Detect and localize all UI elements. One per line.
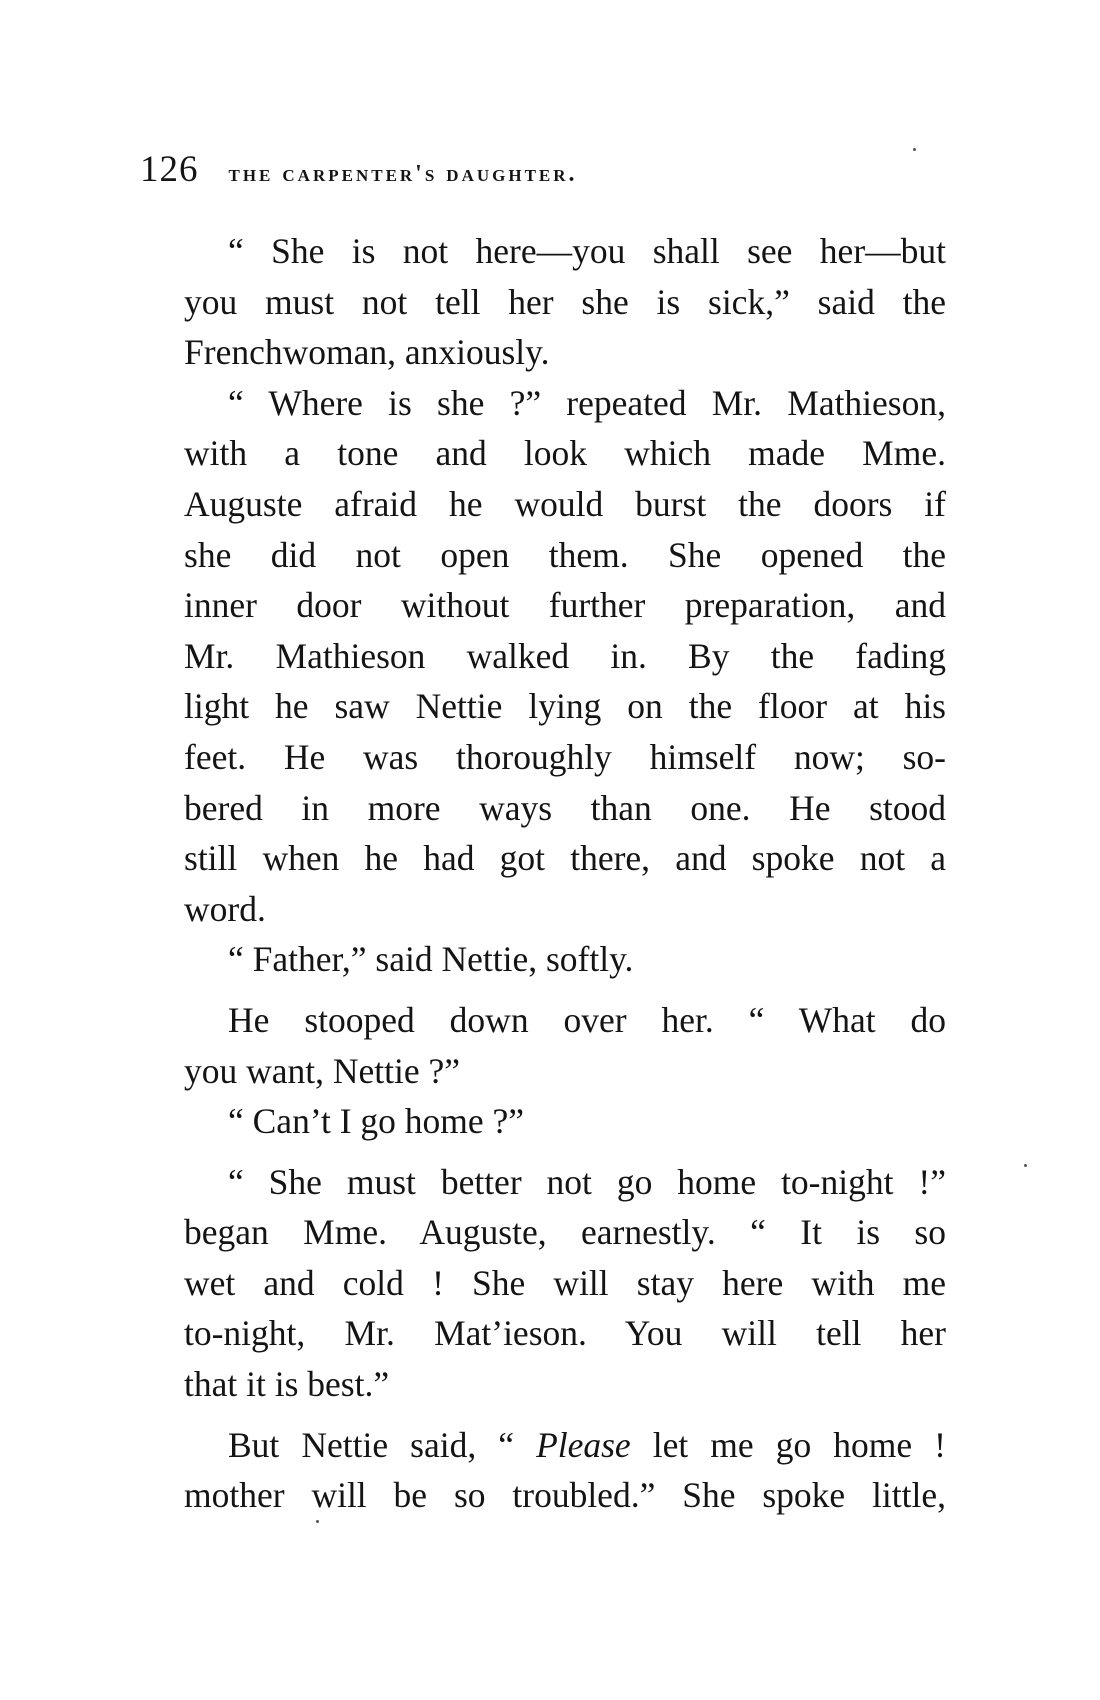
print-speck <box>316 1520 319 1523</box>
text-line: bered in more ways than one. He stood <box>184 787 946 828</box>
paragraph <box>140 1420 946 1521</box>
paragraph <box>140 934 946 985</box>
text-line: inner door without further preparation, and <box>184 585 946 626</box>
text-line: word. <box>184 888 266 929</box>
print-speck <box>913 148 916 151</box>
text-line: “ She is not here—you shall see her—but <box>228 231 946 271</box>
text-line: mother will be so troubled.” She spoke little, <box>184 1475 946 1516</box>
text-line: “ Can’t I go home ?” <box>228 1101 525 1142</box>
text-line: Frenchwoman, anxiously. <box>184 332 550 373</box>
paragraph <box>140 1096 946 1147</box>
text-line: wet and cold ! She will stay here with me <box>184 1262 946 1303</box>
print-speck <box>1024 1164 1027 1167</box>
text-line: feet. He was thoroughly himself now; so- <box>184 736 946 777</box>
page-header <box>140 148 946 212</box>
text-fragment: But Nettie said, “ <box>228 1424 537 1465</box>
text-line: light he saw Nettie lying on the floor at his <box>184 686 946 727</box>
text-line: “ Where is she ?” repeated Mr. Mathieson, <box>228 382 946 423</box>
text-line: with a tone and look which made Mme. <box>184 433 946 474</box>
book-page <box>140 148 946 1521</box>
paragraph <box>140 1157 946 1410</box>
page-number: 126 <box>140 149 199 190</box>
text-line: Auguste afraid he would burst the doors if <box>184 483 946 524</box>
text-line: that it is best.” <box>184 1364 390 1405</box>
text-line: you want, Nettie ?” <box>184 1050 461 1091</box>
text-line: you must not tell her she is sick,” said the <box>184 281 946 322</box>
body-text <box>140 226 946 1521</box>
text-line: to-night, Mr. Mat’ieson. You will tell her <box>184 1313 946 1354</box>
paragraph <box>140 378 946 935</box>
text-line: He stooped down over her. “ What do <box>228 999 946 1040</box>
emphasized-word: Please <box>536 1424 631 1465</box>
text-line: still when he had got there, and spoke not a <box>184 838 946 879</box>
text-fragment: let me go home ! <box>630 1424 946 1465</box>
text-line <box>140 1420 946 1471</box>
text-line: she did not open them. She opened the <box>184 534 946 575</box>
paragraph <box>140 995 946 1096</box>
text-line: Mr. Mathieson walked in. By the fading <box>184 635 946 676</box>
text-line: “ She must better not go home to-night !” <box>228 1161 946 1202</box>
text-line: “ Father,” said Nettie, softly. <box>228 939 634 980</box>
text-line: began Mme. Auguste, earnestly. “ It is so <box>184 1212 946 1253</box>
paragraph <box>140 226 946 378</box>
running-title: the carpenter's daughter. <box>228 161 578 187</box>
